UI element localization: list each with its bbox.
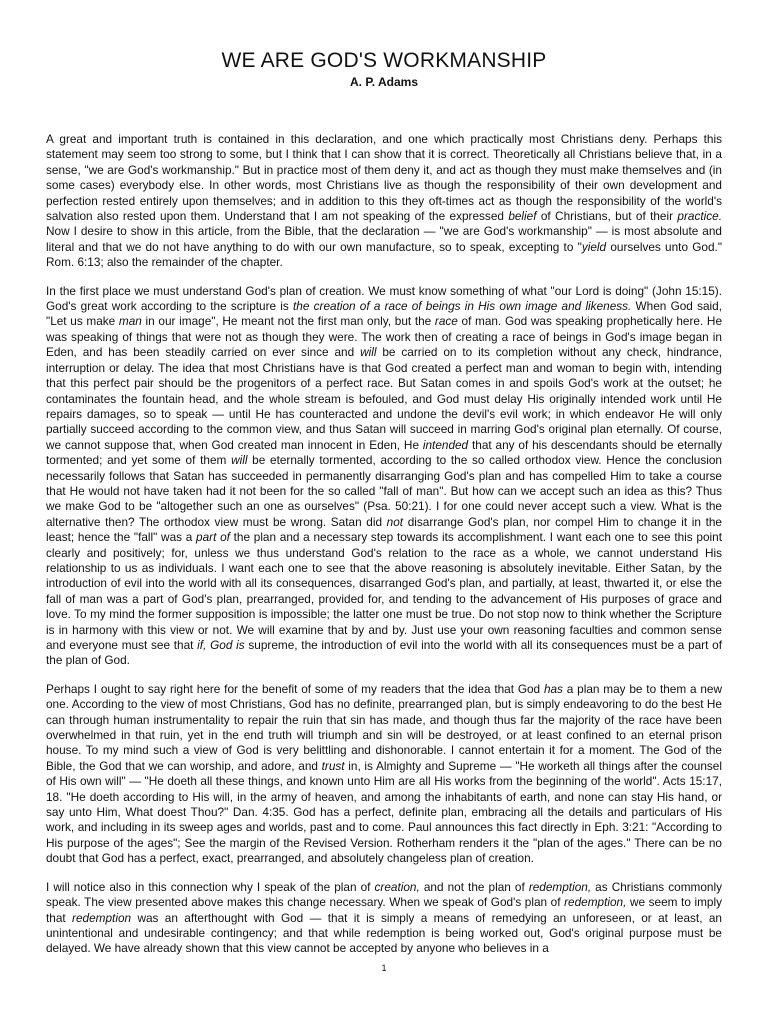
paragraph-text: in, is Almighty and Supreme — "He worketh all things after the counsel of His own will" — "He doeth all these things, and known unto Him are all His works from the beginning of the world". Acts 15:17, 18. "He doeth according to His will, in the army of heaven, and among the inhabitants of earth, and none can stay His hand, or say unto Him, What doest Thou?" Dan. 4:35. God has a perfect, definite plan, embracing all the details and particulars of His work, and including in its sweep ages and worlds, past and to come. Paul announces this fact directly in Eph. 3:21: "According to His purpose of the ages"; See the margin of the Revised Version. Rotherham renders it the "plan of the ages." There can be no doubt that God has a perfect, exact, prearranged, and absolutely changeless plan of creation. (46, 758, 722, 866)
paragraph-text: of man. God was speaking prophetically here. He was speaking of things that were not as though they were. The work then of creating a race of beings in God's image began in Eden, and has been steadily carried on ever since and (46, 314, 722, 360)
italic-text: race (434, 314, 458, 329)
italic-text: redemption (72, 910, 132, 925)
paragraph-text: disarrange God's plan, nor compel Him to change it in the least; hence the "fall" was a (46, 514, 722, 545)
italic-text: redemption, (564, 895, 627, 910)
italic-text: redemption, (528, 879, 592, 894)
italic-text: will (360, 345, 377, 360)
paragraph-text: Perhaps I ought to say right here for the benefit of some of my readers that the idea that God (46, 681, 544, 696)
paragraph-text: supreme, the introduction of evil into the world with all its consequences must be a part of the plan of God. (46, 638, 722, 668)
body-paragraph (46, 284, 722, 669)
italic-text: has (543, 681, 563, 696)
paragraph-text: I will notice also in this connection why I speak of the plan of (46, 879, 375, 894)
italic-text: intended (422, 437, 469, 452)
body-paragraph (46, 132, 722, 271)
paragraph-text: be carried on to its completion without any check, hindrance, interruption or delay. The idea that most Christians have is that God created a perfect man and woman to begin with, intending that this perfect pair should be the progenitors of a perfect race. But Satan comes in and spoils God's work at the outset; he contaminates the fountain head, and the whole stream is befouled, and God must delay His originally intended work until He repairs damages, so to speak — until He has counteracted and undone the devil's evil work; in which endeavor He will only partially succeed according to the common view, and thus Satan will succeed in marring God's original plan eternally. Of course, we cannot suppose that, when God created man innocent in Eden, He (46, 345, 722, 452)
document-author: A. P. Adams (349, 75, 419, 89)
italic-text: if, God is (197, 638, 245, 652)
italic-text: man (118, 314, 142, 329)
paragraph-text: of Christians, but of their (536, 209, 678, 224)
italic-text: trust (321, 758, 345, 773)
italic-text: not (386, 514, 404, 529)
body-paragraph (46, 880, 722, 957)
paragraph-text: ourselves unto God." Rom. 6:13; also the remainder of the chapter. (46, 239, 723, 270)
paragraph-text: Now I desire to show in this article, from the Bible, that the declaration — "we are God's workmanship" — is most absolute and literal and that we do not have anything to do with our own manufacture, so to speak, excepting to " (46, 224, 722, 254)
body-paragraph (46, 682, 722, 867)
paragraph-text: we seem to imply that (46, 895, 722, 925)
paragraph-text: a plan may be to them a new one. According to the view of most Christians, God has no definite, prearranged plan, but is simply endeavoring to do the best He can through human instrumentality to repair the ruin that sin has made, and though thus far the majority of the race have been overwhelmed in that ruin, yet in the end truth will triumph and sin will be destroyed, or at least confined to an eternal prison house. To my mind such a view of God is very belittling and dishonorable. I cannot entertain it for a moment. The God of the Bible, the God that we can worship, and adore, and (46, 681, 723, 773)
document-body (46, 132, 722, 957)
document-title: WE ARE GOD'S WORKMANSHIP (221, 49, 547, 72)
page-number: 1 (381, 963, 387, 973)
paragraph-text: was an afterthought with God — that it is simply a means of remedying an unforeseen, or at least, an unintentional and undesirable contingency; and that while redemption is being worked out, God's original purpose must be delayed. We have already shown that this view cannot be accepted by anyone who believes in a (46, 910, 722, 956)
paragraph-text: In the first place we must understand God's plan of creation. We must know something of what "our Lord is doing" (John 15:15). God's great work according to the scripture is (46, 283, 722, 314)
paragraph-text: and not the plan of (419, 879, 529, 894)
italic-text: creation, (374, 879, 420, 894)
italic-text: belief (508, 209, 537, 224)
paragraph-text: the plan and a necessary step towards its accomplishment. I want each one to see this point clearly and positively; for, unless we thus understand God's relation to the race as a whole, we cannot understand His relationship to us as individuals. I want each one to see that the above reasoning is absolutely inevitable. Either Satan, by the introduction of evil into the world with all its consequences, disarranged God's plan, and partially, at least, thwarted it, or else the fall of man was a part of God's plan, prearranged, provided for, and tending to the advancement of His purposes of grace and love. To my mind the former supposition is impossible; the latter one must be true. Do not stop now to think whether the Scripture is in harmony with this view or not. We will examine that by and by. Just use your own reasoning faculties and common sense and everyone must see that (46, 530, 722, 652)
italic-text: part of (196, 530, 230, 545)
italic-text: the creation of a race of beings in His own image and likeness. (293, 299, 632, 314)
italic-text: practice. (677, 209, 722, 224)
paragraph-text: When God said, "Let us make (46, 299, 722, 329)
paragraph-text: A great and important truth is contained in this declaration, and one which practically most Christians deny. Perhaps this statement may seem too strong to some, but I think that I can show that it is correct. Theoretically all Christians believe that, in a sense, "we are God's workmanship." But in practice most of them deny it, and act as though they must make themselves and (in some cases) everybody else. In other words, most Christians live as though the responsibility of their own development and perfection rested entirely upon themselves; and in addition to this they oft-times act as though the responsibility of the world's salvation also rested upon them. Understand that I am not speaking of the expressed (46, 132, 722, 224)
paragraph-text: in our image", He meant not the first man only, but the (141, 314, 435, 329)
italic-text: yield (581, 239, 607, 254)
paragraph-text: as Christians commonly speak. The view presented above makes this change necessary. When we speak of God's plan of (46, 879, 722, 910)
paragraph-text: be eternally tormented, according to the so called orthodox view. Hence the conclusion necessarily follows that Satan has succeeded in permanently disarranging God's plan and has compelled Him to take a course that He would not have taken had it not been for the so called "fall of man". But how can we accept such an idea as this? Thus we make God to be "altogether such an one as ourselves" (Psa. 50:21). I for one could never accept such a view. What is the alternative then? The orthodox view must be wrong. Satan did (46, 453, 722, 529)
paragraph-text: that any of his descendants should be eternally tormented; and yet some of them (46, 437, 722, 468)
italic-text: will (231, 453, 248, 468)
